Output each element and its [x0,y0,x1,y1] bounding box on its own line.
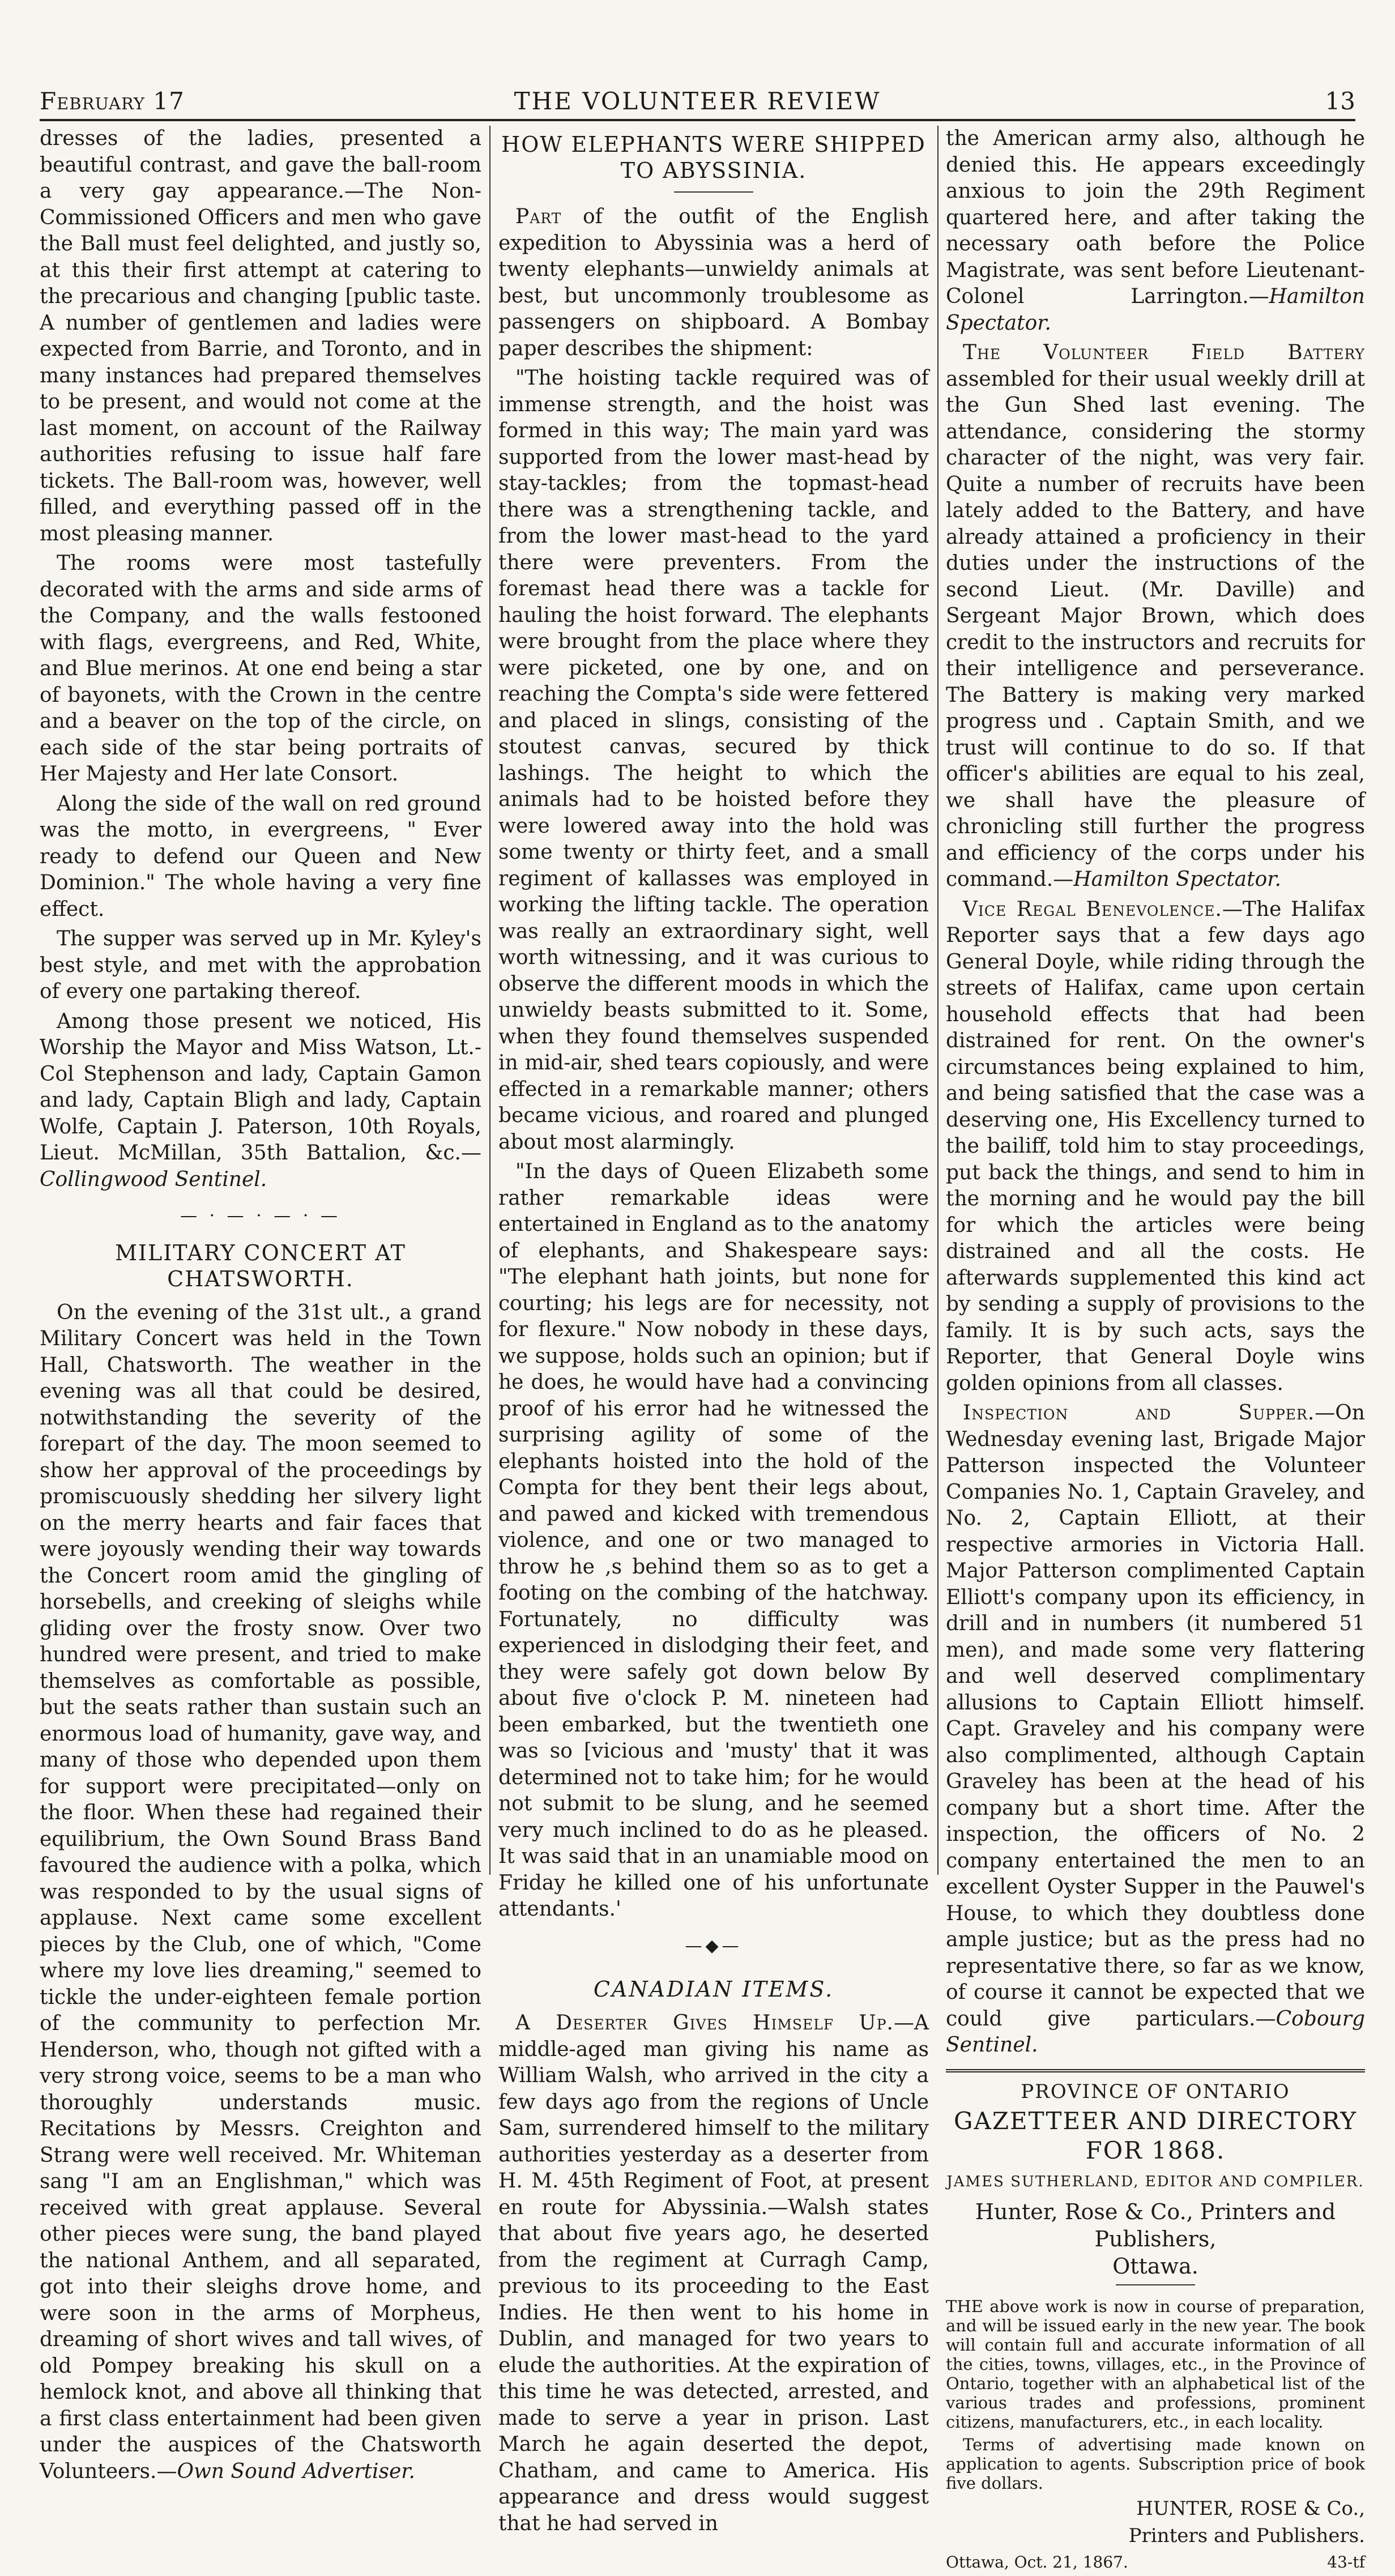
paragraph-lead: Inspection and Supper. [963,1401,1315,1425]
heading-rule [674,191,753,193]
ad-editor: JAMES SUTHERLAND, EDITOR AND COMPILER. [946,2173,1364,2190]
page-number: 13 [1325,87,1355,115]
section-ornament: —◆— [685,1935,743,1956]
ad-title: PROVINCE OF ONTARIO [1021,2080,1290,2103]
article-paragraph: dresses of the ladies, presented a beautiful contrast, and gave the ball-room a very gay appearance.—The Non-Commissioned Officers and men who gave the Ball must feel delighted, and justly so, at this their first attempt at catering to the precarious and changing [public taste. A number of gentlemen and ladies were expected from Barrie, and Toronto, and in many instances had prepared themselves to be present, and would not come at the last moment, on account of the Railway authorities refusing to issue half fare tickets. The Ball-room was, however, well filled, and everything passed off in the most pleasing manner. [40,127,481,545]
column-2 [498,126,929,2535]
paragraph-lead: Part [515,205,562,228]
source-credit: Collingwood Sentinel. [40,1167,267,1191]
paragraph-text: assembled for their usual weekly drill at the Gun Shed last evening. The attendance, considering the stormy character of the night, was very fair. Quite a number of recruits have been lately added to the Battery, and have already attained a proficiency in their duties under the instructions of the second Lieut. (Mr. Daville) and Sergeant Major Brown, which does credit to the instructors and recruits for their intelligence and perseverance. The Battery is making very marked progress und . Captain Smith, and we trust will continue to do so. If that officer's abilities are equal to his zeal, we shall have the pleasure of chronicling still further the progress and efficiency of the corps under his command.— [946,367,1365,891]
advertisement [946,2079,1365,2576]
paragraph-text: —The Halifax Reporter says that a few days ago General Doyle, while riding through the streets of Halifax, came upon certain household effects that had been distrained for rent. On the owner's circumstances being explained to him, and being satisfied that the case was a deserving one, His Excellency turned to the bailiff, told him to stay proceedings, put back the things, and send to him in the morning and he would pay the bill for which the articles were being distrained and all the costs. He afterwards supplemented this kind act by sending a supply of provisions to the family. It is by such acts, says the Reporter, that General Doyle wins golden opinions from all classes. [946,897,1365,1395]
article-paragraph [40,1009,481,1193]
article-paragraph [498,2010,929,2537]
paragraph-text: the American army also, although he denied this. He appears exceedingly anxious to join the 29th Regiment quartered here, and after taking the necessary oath before the Police Magistrate, was sent before Lieutenant-Colonel Larrington.— [946,127,1365,308]
article-paragraph: The rooms were most tastefully decorated with the arms and side arms of the Company, and the walls festooned with flags, evergreens, and Red, White, and Blue merinos. At one end being a star of bayonets, with the Crown in the centre and a beaver on the top of the circle, on each side of the star being portraits of Her Majesty and Her late Consort. [40,552,481,786]
column-rule [489,126,490,1875]
source-credit: Hamilton Spectator. [1073,868,1281,891]
section-ornament: — · — · — · — [180,1206,341,1226]
paragraph-text: of the outfit of the English expedition to Abyssinia was a herd of twenty elephants—unwieldy animals at best, but uncommonly troublesome as passengers on shipboard. A Bombay paper describes the shipment: [498,205,929,360]
paragraph-text: —A middle-aged man giving his name as William Walsh, who arrived in the city a few days ago from the regions of Uncle Sam, surrendered himself to the military authorities yesterday as a deserter from H. M. 45th Regiment of Foot, at present en route for Abyssinia.—Walsh states that about five years ago, he deserted from the regiment at Curragh Camp, previous to its proceeding to the East Indies. He then went to his home in Dublin, and managed for two years to elude the authorities. At the expiration of this time he was detected, arrested, and made to serve a year in prison. Last March he again deserted the depot, Chatham, and came to America. His appearance and dress would suggest that he had served in [498,2011,929,2535]
paragraph-lead: A Deserter Gives Himself Up. [515,2011,894,2035]
paragraph-text: Among those present we noticed, His Worship the Mayor and Miss Watson, Lt.-Col Stephenson and lady, Captain Gamon and lady, Captain Bligh and lady, Captain Wolfe, Captain J. Paterson, 10th Royals, Lieut. McMillan, 35th Battalion, &c.— [40,1009,481,1165]
section-heading: CANADIAN ITEMS. [593,1977,834,2002]
column-rule [937,126,938,1875]
ad-subtitle: GAZETTEER AND DIRECTORY FOR 1868. [953,2106,1358,2164]
ad-dateline: Ottawa, Oct. 21, 1867. [946,2553,1128,2571]
paragraph-lead: The Volunteer Field Battery [963,341,1365,364]
article-paragraph [498,204,929,362]
ad-signature-role: Printers and Publishers. [1128,2524,1365,2547]
advertisement-rule [946,2069,1365,2072]
article-paragraph: "In the days of Queen Elizabeth some rather remarkable ideas were entertained in England as to the anatomy of elephants, and Shakespeare says: "The elephant hath joints, but none for courting; his legs are for necessity, not for flexure." Now nobody in these days, we suppose, holds such an opinion; but if he does, he would have had a convincing proof of his error had he witnessed the surprising agility of some of the elephants hoisted into the hold of the Compta for they bent their legs about, and pawed and kicked with tremendous violence, and one or two managed to throw he ,s behind them so as to get a footing on the combing of the hatchway. Fortunately, no difficulty was experienced in dislodging their feet, and they were safely got down below By about five o'clock P. M. nineteen had been embarked, but the twentieth one was so [vicious and 'musty' that it was determined not to take him; for he would not submit to be slung, and he seemed very much inclined to do as he pleased. It was said that in an unamiable mood on Friday he killed one of his unfortunate attendants.' [498,1160,929,1921]
column-1 [40,126,481,2483]
article-paragraph: Along the side of the wall on red ground was the motto, in evergreens, " Ever ready to defend our Queen and New Dominion." The whole having a very fine effect. [40,792,481,921]
issue-date: February 17 [40,87,185,115]
ad-rule [1116,2284,1195,2285]
article-paragraph [946,1400,1365,2059]
newspaper-title: THE VOLUNTEER REVIEW [514,87,881,115]
ad-publisher: Hunter, Rose & Co., Printers and Publishers, [975,2199,1336,2251]
article-paragraph [40,1300,481,2485]
ad-city: Ottawa. [1112,2254,1198,2279]
paragraph-lead: Vice Regal Benevolence. [963,897,1222,921]
ad-body: THE above work is now in course of preparation, and will be issued early in the new year. The book will contain full and accurate information of all the cities, towns, villages, etc., in the Province of Ontario, together with an alphabetical list of the various trades and professions, prominent citizens, manufacturers, etc., in each locality. [946,2297,1365,2432]
article-paragraph: "The hoisting tackle required was of immense strength, and the hoist was formed in this way; The main yard was supported from the lower mast-head by stay-tackles; from the topmast-head there was a strengthening tackle, and from the lower mast-head to the yard there were preventers. From the foremast head there was a tackle for hauling the hoist forward. The elephants were brought from the place where they were picketed, one by one, and on reaching the Compta's side were fettered and placed in slings, consisting of the stoutest canvas, secured by thick lashings. The height to which the animals had to be hoisted before they were lowered away into the hold was some twenty or thirty feet, and a small regiment of kallasses was employed in working the lifting tackle. The operation was really an extraordinary sight, well worth witnessing, and it was curious to observe the different moods in which the unwieldy beasts submitted to it. Some, when they found themselves suspended in mid-air, shed tears copiously, and were effected in a remarkable manner; others became vicious, and roared and plunged about most alarmingly. [498,366,929,1154]
ad-signature: HUNTER, ROSE & Co., [1136,2497,1365,2520]
article-paragraph [946,340,1365,893]
ad-footer [946,2549,1365,2576]
source-credit: Hamilton Spectator. [946,285,1365,335]
paragraph-text: On the evening of the 31st ult., a grand Military Concert was held in the Town Hall, Chatsworth. The weather in the evening was all that could be desired, notwithstanding the severity of the forepart of the day. The moon seemed to show her approval of the proceedings by promiscuously shedding her silvery light on the merry hearts and fair faces that were joyously wending their way towards the Concert room amid the gingling of horsebells, and creeking of sleighs while gliding over the frosty snow. Over two hundred were present, and tried to make themselves as comfortable as possible, but the seats rather than sustain such an enormous load of humanity, gave way, and many of those who depended upon them for support were precipitated—only on the floor. When these had regained their equilibrium, the Own Sound Brass Band favoured the audience with a polka, which was responded to by the usual signs of applause. Next came some excellent pieces by the Club, one of which, "Come where my love lies dreaming," seemed to tickle the under-eighteen female portion of the community to perfection Mr. Henderson, who, though not gifted with a very strong voice, seems to be a man who thoroughly understands music. Recitations by Messrs. Creighton and Strang were well received. Mr. Whiteman sang "I am an Englishman," which was received with great applause. Several other pieces were sung, the band played the national Anthem, and all separated, got into their sleighs drove home, and were soon in the arms of Morpheus, dreaming of short wives and tall wives, of old Pompey breaking his skull on a hemlock knot, and above all thinking that a first class entertainment had been given under the auspices of the Chatsworth Volunteers.— [40,1300,481,2483]
paragraph-text: —On Wednesday evening last, Brigade Major Patterson inspected the Volunteer Companies No. 1, Captain Graveley, and No. 2, Captain Elliott, at their respective armories in Victoria Hall. Major Patterson complimented Captain Elliott's company upon its efficiency, in drill and in numbers (it numbered 51 men), and made some very flattering and well deserved complimentary allusions to Captain Elliott himself. Capt. Graveley and his company were also complimented, although Captain Graveley has been at the head of his company but a short time. After the inspection, the officers of No. 2 company entertained the men to an excellent Oyster Supper in the Pauwel's House, to which they doubtless done ample justice; but as the press had no representative there, so far as we know, of course it cannot be expected that we could give particulars.— [946,1401,1365,2031]
article-paragraph [946,126,1365,336]
article-heading: MILITARY CONCERT AT CHATSWORTH. [115,1240,406,1291]
column-3 [946,126,1365,2571]
source-credit: Cobourg Sentinel. [946,2007,1365,2057]
ad-terms: Terms of advertising made known on application to agents. Subscription price of book five dollars. [946,2435,1365,2493]
source-credit: Own Sound Advertiser. [177,2459,415,2483]
ad-code: 43-tf [1327,2553,1365,2571]
article-paragraph [946,897,1365,1397]
article-paragraph: The supper was served up in Mr. Kyley's best style, and met with the approbation of every one partaking thereof. [40,927,481,1003]
article-heading: HOW ELEPHANTS WERE SHIPPED TO ABYSSINIA. [501,132,926,183]
masthead [40,85,1355,121]
